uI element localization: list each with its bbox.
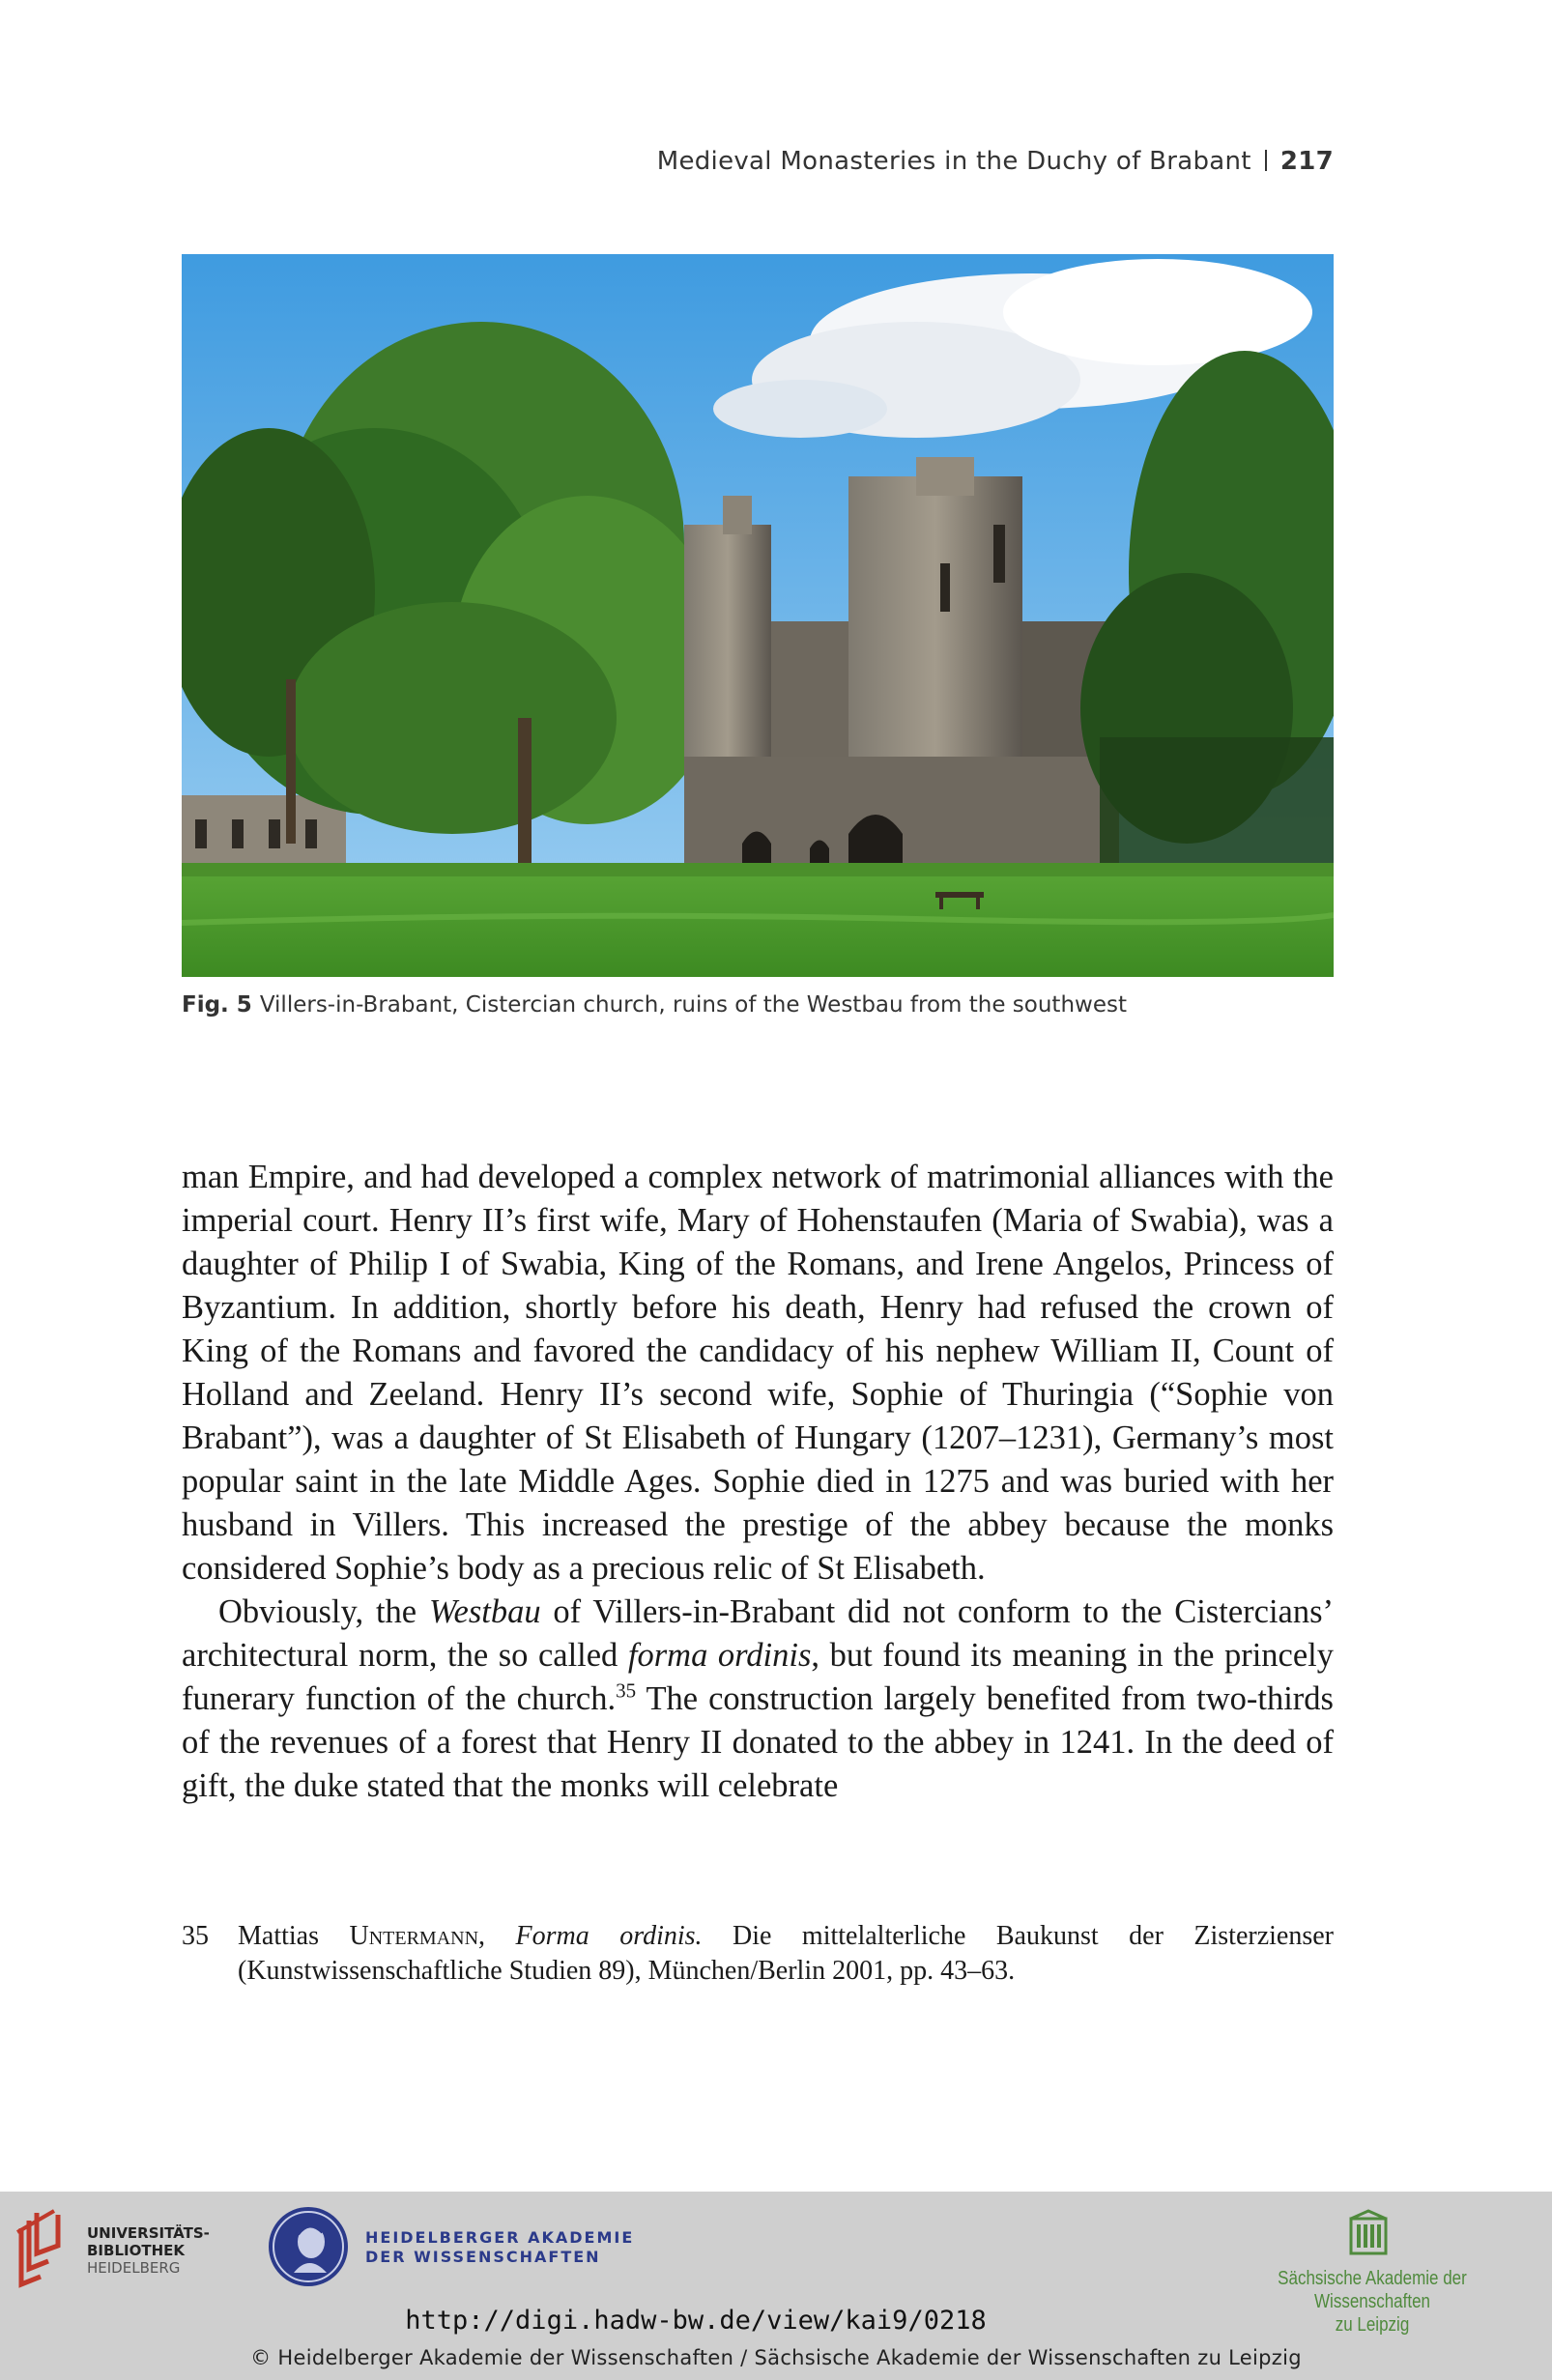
footnote-author-first: Mattias [238,1921,350,1951]
footnote-separator: , [478,1921,516,1951]
body-text [182,1156,1334,1808]
hadw-line-2: DER WISSENSCHAFTEN [365,2248,601,2266]
footnote-text [238,1919,1334,1989]
paragraph-2 [182,1591,1334,1808]
p2-text-d: The construction largely benefited from two-thirds of the revenues of a forest that Henry II donated to the abbey in 1241. In the deed of gift, the duke stated that the monks will celebrate [182,1680,1334,1804]
footnote-number: 35 [182,1921,209,1951]
abbey-ruins-illustration [182,254,1334,977]
footnote [182,1919,1334,1989]
page-number: 217 [1279,147,1334,176]
footnote-title: Forma ordinis. [515,1921,703,1951]
figure-caption [182,992,1334,1018]
ub-heidelberg-name [87,2224,210,2277]
figure-label: Fig. 5 [182,992,252,1018]
ub-line-2: BIBLIOTHEK [87,2242,185,2259]
p2-italic-forma-ordinis: forma ordinis [627,1637,812,1674]
ub-line-1: UNIVERSITÄTS- [87,2224,210,2242]
figure-caption-text: Villers-in-Brabant, Cistercian church, ruins of the Westbau from the southwest [259,992,1127,1018]
hadw-name [365,2228,634,2267]
p2-text-a: Obviously, the [218,1593,429,1630]
source-url[interactable]: http://digi.hadw-bw.de/view/kai9/0218 [405,2306,987,2336]
saw-line-1: Sächsische Akademie der Wissenschaften [1278,2268,1467,2312]
hadw-line-1: HEIDELBERGER AKADEMIE [365,2228,635,2247]
footnote-rest: Die mittelalterliche Baukunst der Zisterzienser (Kunstwissenschaftliche Studien 89), München/Berlin 2001, pp. 43–63. [238,1921,1334,1986]
p2-italic-westbau: Westbau [428,1593,541,1630]
copyright-notice: © Heidelberger Akademie der Wissenschaften / Sächsische Akademie der Wissenschaften zu Leipzig [250,2346,1302,2369]
digitization-banner [0,2192,1552,2380]
ub-heidelberg-logo-icon [15,2207,77,2288]
p2-text-c: , but found its meaning in the princely funerary function of the church. [182,1637,1335,1717]
ub-line-3: HEIDELBERG [87,2259,181,2277]
saw-leipzig-building-icon [1349,2209,1388,2255]
hadw-medallion-logo-icon [267,2205,350,2288]
figure-photo-villers-abbey [182,254,1334,977]
header-separator [1265,150,1267,171]
saw-line-2: zu Leipzig [1335,2314,1410,2336]
p2-text-b: of Villers-in-Brabant did not conform to the Cistercians’ architectural norm, the so called [182,1593,1335,1674]
running-title: Medieval Monasteries in the Duchy of Brabant [656,147,1251,176]
footnote-reference: 35 [616,1678,637,1703]
running-header [0,147,1334,176]
footnote-author-last: Untermann [349,1921,479,1951]
paragraph-1: man Empire, and had developed a complex network of matrimonial alliances with the imperial court. Henry II’s first wife, Mary of Hohenstaufen (Maria of Swabia), was a daughter of Philip I of Swabia, King of the Romans, and Irene Angelos, Princess of Byzantium. In addition, shortly before his death, Henry had refused the crown of King of the Romans and favored the candidacy of his nephew William II, Count of Holland and Zeeland. Henry II’s second wife, Sophie of Thuringia (“Sophie von Brabant”), was a daughter of St Elisabeth of Hungary (1207–1231), Germany’s most popular saint in the late Middle Ages. Sophie died in 1275 and was buried with her husband in Villers. This increased the prestige of the abbey because the monks considered Sophie’s body as a precious relic of St Elisabeth. [182,1159,1334,1587]
